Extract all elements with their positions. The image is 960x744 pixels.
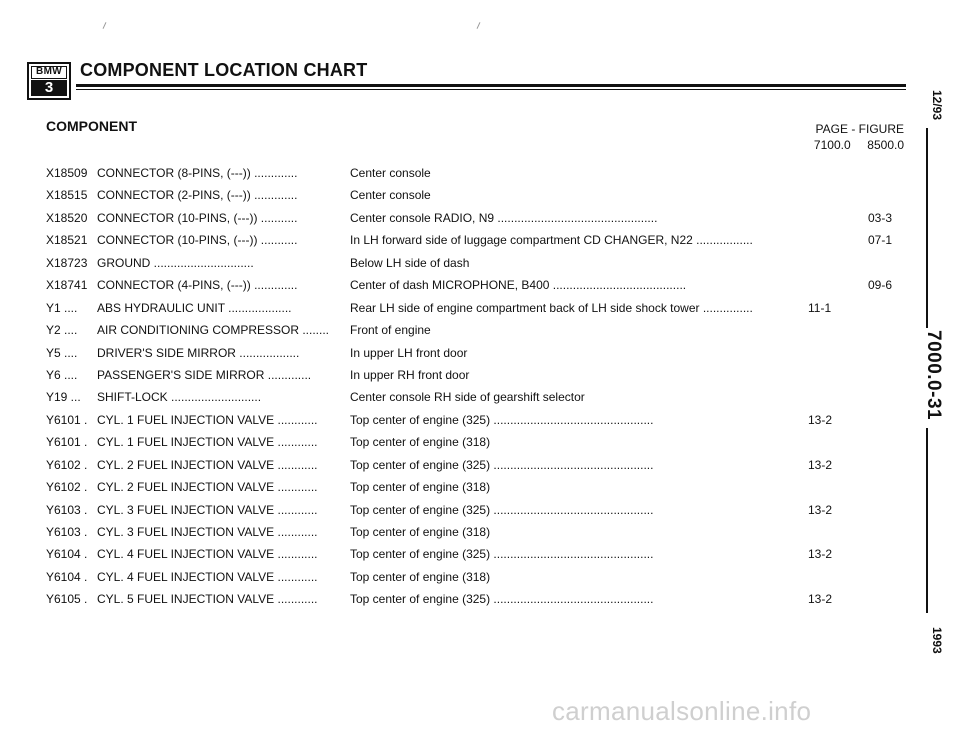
component-code: Y6103 . (46, 502, 88, 517)
margin-rule (926, 428, 928, 613)
component-code: X18723 (46, 255, 88, 270)
component-name: CYL. 1 FUEL INJECTION VALVE ............ (97, 412, 318, 427)
component-name: SHIFT-LOCK ........................... (97, 390, 262, 405)
page-reference: 13-2 (808, 547, 833, 562)
list-item (0, 413, 960, 435)
component-code: Y6101 . (46, 435, 88, 450)
list-item (0, 256, 960, 278)
component-code: Y19 ... (46, 390, 81, 405)
component-code: Y1 .... (46, 300, 78, 315)
logo-series: 3 (31, 80, 67, 96)
component-name: CYL. 2 FUEL INJECTION VALVE ............ (97, 457, 318, 472)
page-reference: 13-2 (808, 502, 833, 517)
component-location: Below LH side of dash (350, 255, 470, 270)
component-code: Y6104 . (46, 547, 88, 562)
component-code: Y6102 . (46, 480, 88, 495)
page-figure-label: PAGE - FIGURE (815, 122, 904, 136)
component-code: X18741 (46, 278, 88, 293)
component-location: Center console RH side of gearshift selector (350, 390, 585, 405)
component-code: Y6105 . (46, 592, 88, 607)
component-location: Top center of engine (325) ................................................ (350, 547, 654, 562)
margin-year: 1993 (930, 626, 944, 654)
component-name: DRIVER'S SIDE MIRROR .................. (97, 345, 300, 360)
list-item (0, 368, 960, 390)
list-item (0, 278, 960, 300)
component-code: Y6101 . (46, 412, 88, 427)
component-location: Center console RADIO, N9 ................................................ (350, 210, 658, 225)
page-figure-values (780, 137, 904, 153)
component-name: ABS HYDRAULIC UNIT ................... (97, 300, 292, 315)
component-location: Top center of engine (318) (350, 525, 491, 539)
component-code: Y2 .... (46, 323, 78, 338)
component-location: Center console (350, 188, 431, 203)
component-name: CYL. 4 FUEL INJECTION VALVE ............ (97, 569, 318, 584)
header-rule (76, 84, 906, 87)
figure-value: 8500.0 (867, 138, 904, 152)
component-name: CONNECTOR (8-PINS, (---)) ............. (97, 166, 298, 180)
component-heading: COMPONENT (46, 118, 137, 134)
component-code: Y6103 . (46, 525, 88, 539)
component-code: X18509 (46, 166, 88, 180)
list-item (0, 480, 960, 502)
list-item (0, 233, 960, 255)
list-item (0, 525, 960, 547)
list-item (0, 503, 960, 525)
component-name: CONNECTOR (10-PINS, (---)) ........... (97, 233, 298, 248)
component-location: Top center of engine (325) ................................................ (350, 502, 654, 517)
scan-speck (103, 22, 107, 29)
scan-speck (477, 22, 481, 29)
component-code: X18520 (46, 210, 88, 225)
component-name: CYL. 3 FUEL INJECTION VALVE ............ (97, 502, 318, 517)
page-figure-header (780, 121, 904, 153)
component-name: CYL. 2 FUEL INJECTION VALVE ............ (97, 480, 318, 495)
component-name: PASSENGER'S SIDE MIRROR ............. (97, 367, 312, 382)
list-item (0, 166, 960, 188)
component-code: Y6 .... (46, 367, 78, 382)
component-code: Y6104 . (46, 569, 88, 584)
list-item (0, 458, 960, 480)
page-reference: 13-2 (808, 412, 833, 427)
list-item (0, 346, 960, 368)
component-code: Y6102 . (46, 457, 88, 472)
component-name: CYL. 4 FUEL INJECTION VALVE ............ (97, 547, 318, 562)
component-code: X18521 (46, 233, 88, 248)
component-location: In upper LH front door (350, 345, 468, 360)
margin-rule (926, 128, 928, 328)
list-item (0, 547, 960, 569)
list-item (0, 188, 960, 210)
component-location: In upper RH front door (350, 367, 470, 382)
list-item (0, 323, 960, 345)
component-location: Top center of engine (325) ................................................ (350, 457, 654, 472)
component-location: Top center of engine (318) (350, 435, 491, 450)
component-location: In LH forward side of luggage compartment CD CHANGER, N22 ................. (350, 233, 753, 248)
component-name: GROUND .............................. (97, 255, 254, 270)
list-item (0, 592, 960, 614)
component-location: Rear LH side of engine compartment back of LH side shock tower ............... (350, 300, 753, 315)
bmw-3-logo (27, 62, 71, 100)
figure-reference: 07-1 (868, 233, 893, 248)
page-reference: 11-1 (808, 300, 832, 315)
component-name: CYL. 5 FUEL INJECTION VALVE ............ (97, 592, 318, 607)
component-location: Center of dash MICROPHONE, B400 ........................................ (350, 278, 687, 293)
component-name: AIR CONDITIONING COMPRESSOR ........ (97, 323, 330, 338)
component-location: Center console (350, 166, 431, 180)
margin-date: 12/93 (930, 89, 944, 121)
component-location: Top center of engine (325) ................................................ (350, 412, 654, 427)
list-item (0, 570, 960, 592)
page-title: COMPONENT LOCATION CHART (80, 60, 368, 80)
page-reference: 13-2 (808, 457, 833, 472)
margin-page-number: 7000.0-31 (923, 329, 944, 421)
component-location: Top center of engine (318) (350, 569, 491, 584)
component-location: Top center of engine (325) ................................................ (350, 592, 654, 607)
list-item (0, 435, 960, 457)
component-code: Y5 .... (46, 345, 78, 360)
figure-reference: 09-6 (868, 278, 893, 293)
logo-brand: BMW (31, 66, 67, 79)
component-location: Top center of engine (318) (350, 480, 491, 495)
component-list (0, 166, 960, 615)
list-item (0, 211, 960, 233)
footer-watermark: carmanualsonline.info (552, 696, 812, 726)
page-reference: 13-2 (808, 592, 833, 607)
component-code: X18515 (46, 188, 88, 203)
list-item (0, 301, 960, 323)
component-name: CONNECTOR (10-PINS, (---)) ........... (97, 210, 298, 225)
component-location: Front of engine (350, 323, 431, 338)
list-item (0, 390, 960, 412)
figure-reference: 03-3 (868, 210, 893, 225)
component-name: CONNECTOR (2-PINS, (---)) ............. (97, 188, 298, 203)
component-name: CYL. 1 FUEL INJECTION VALVE ............ (97, 435, 318, 450)
header-rule-thin (76, 89, 906, 90)
component-name: CONNECTOR (4-PINS, (---)) ............. (97, 278, 298, 293)
component-name: CYL. 3 FUEL INJECTION VALVE ............ (97, 525, 318, 539)
page-value: 7100.0 (813, 138, 851, 152)
